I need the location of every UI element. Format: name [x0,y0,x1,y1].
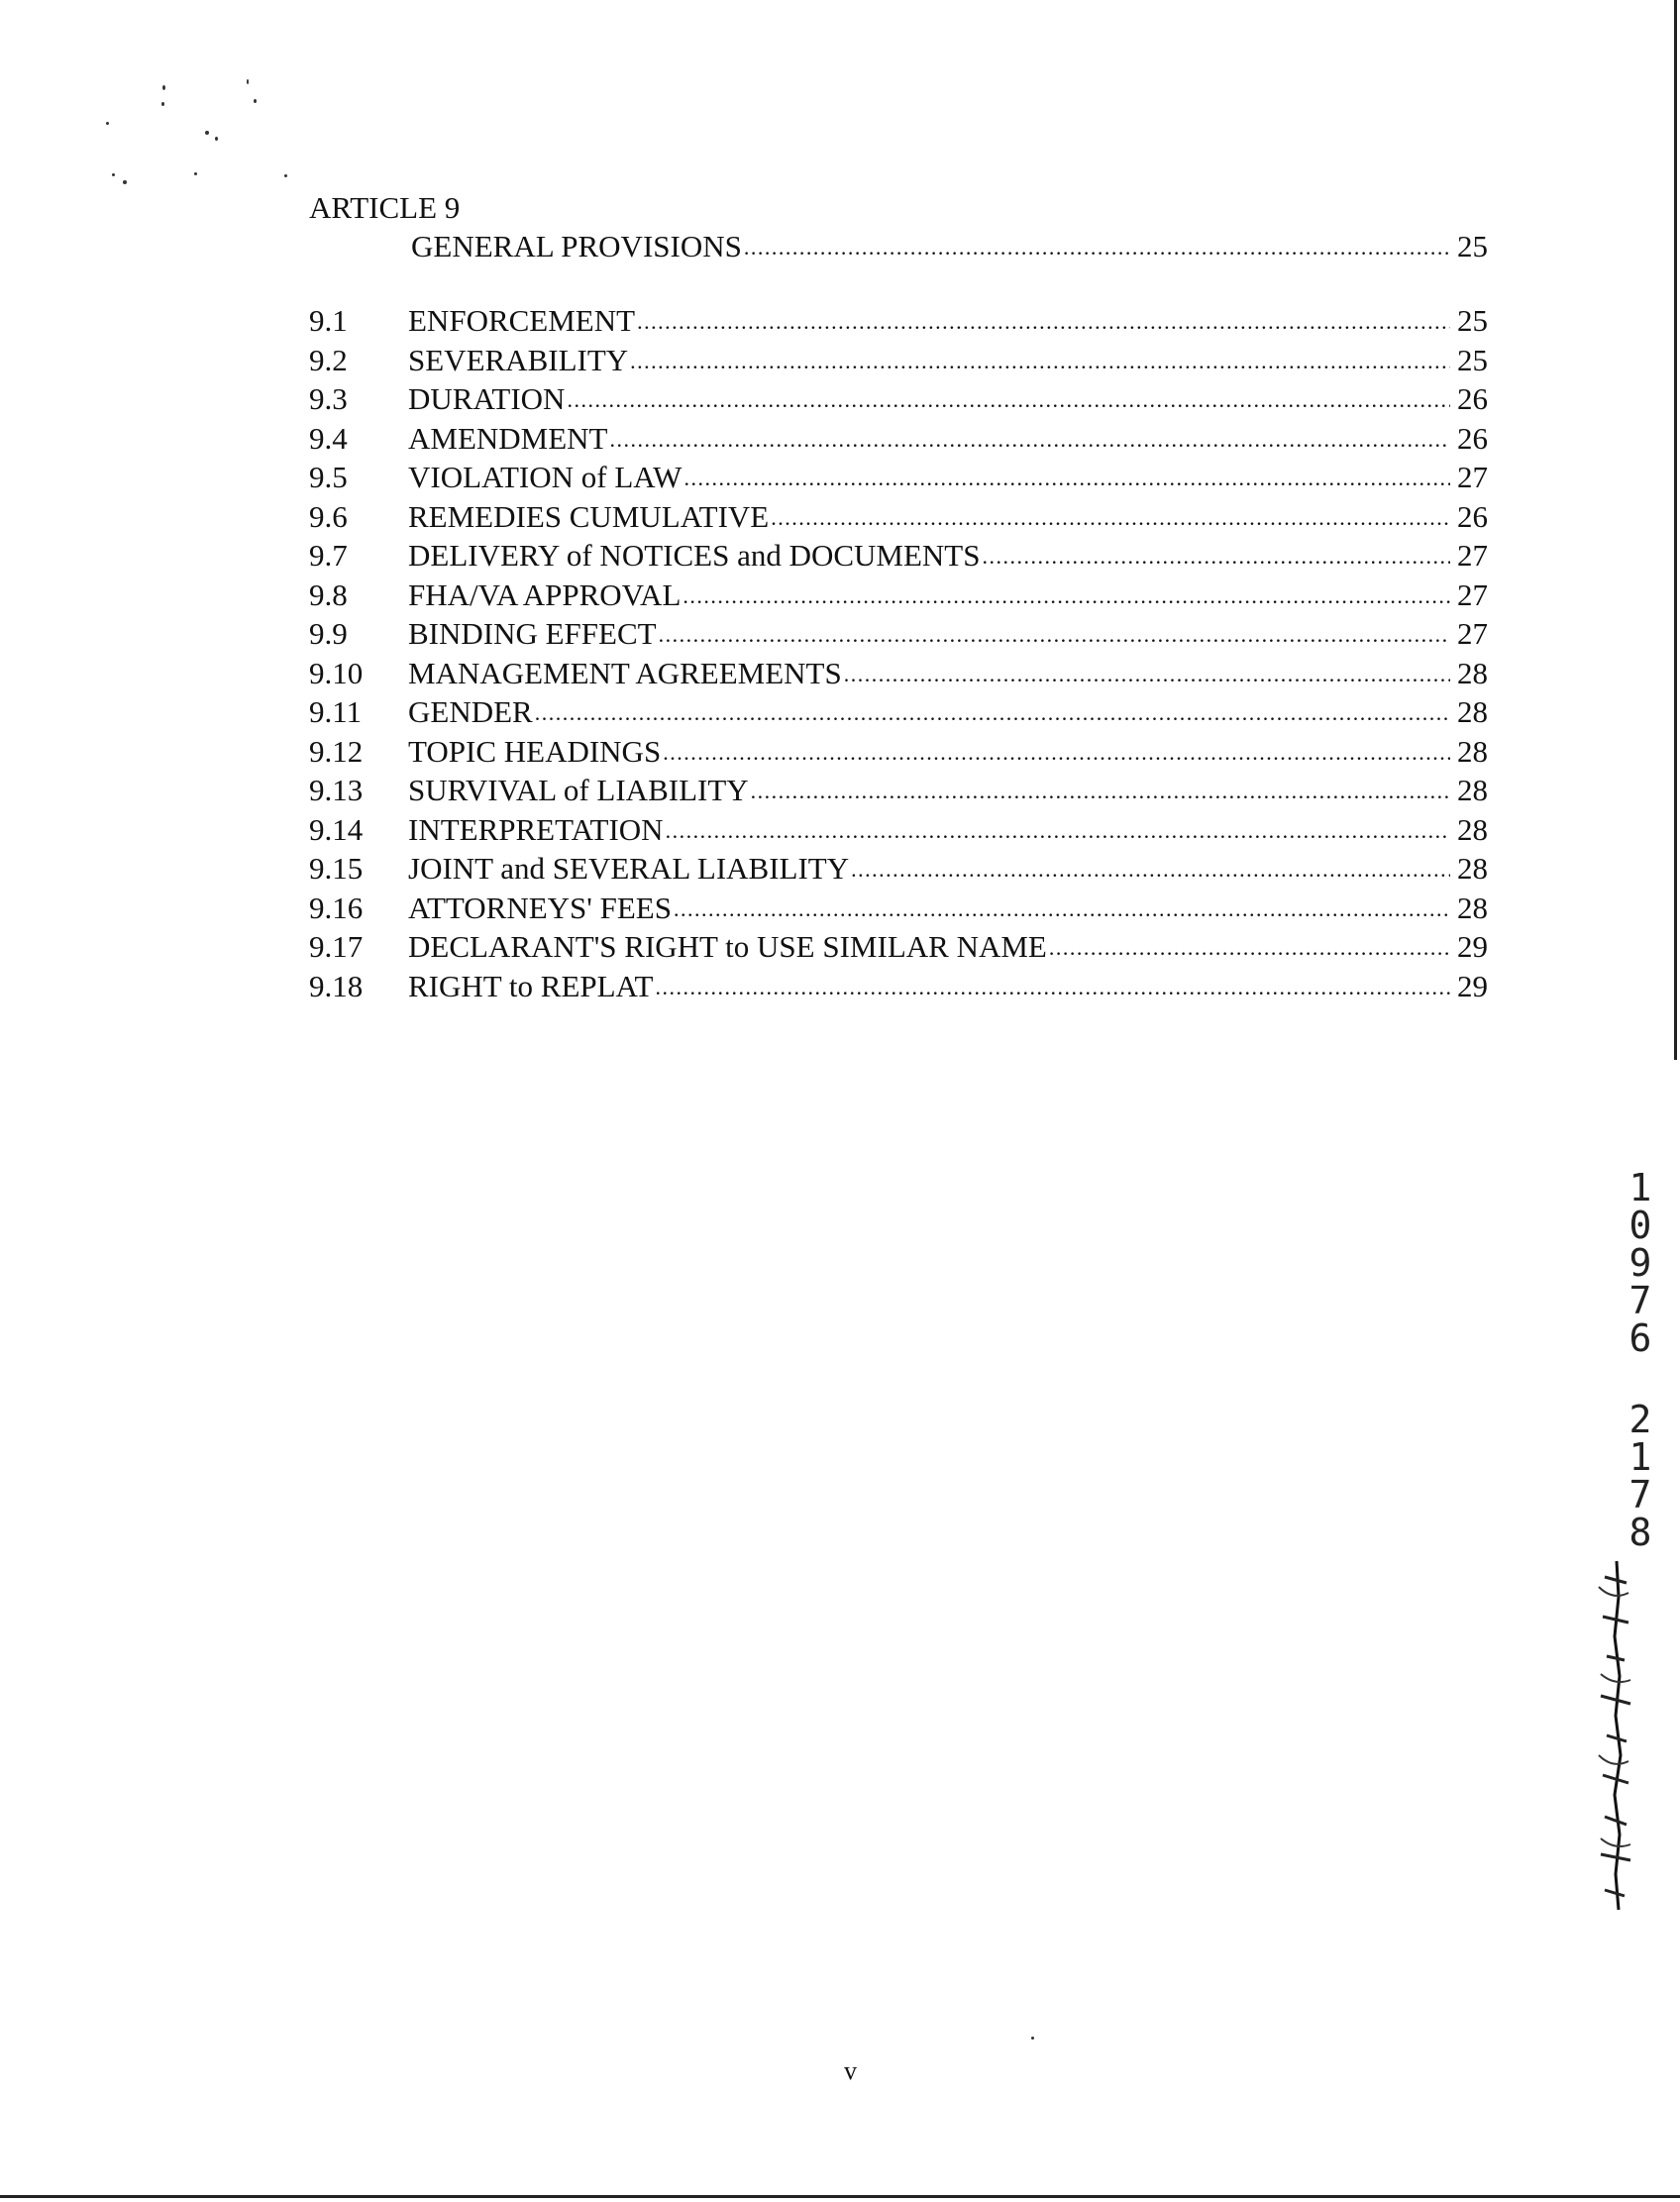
dot-leader [666,808,1450,851]
stamp-digit: 2 [1628,1398,1652,1441]
scan-speck [106,122,109,125]
section-title: DELIVERY of NOTICES and DOCUMENTS [408,538,981,573]
section-number: 9.15 [309,851,364,886]
section-number: 9.16 [309,890,364,925]
toc-entry [309,576,1488,615]
section-number: 9.12 [309,733,364,769]
toc-entry [309,732,1488,772]
toc-entry [309,810,1488,850]
section-page-number: 27 [1457,460,1488,494]
dot-leader [851,847,1450,890]
section-title: TOPIC HEADINGS [408,733,662,769]
scan-speck [162,85,165,90]
section-title: JOINT and SEVERAL LIABILITY [408,851,850,886]
section-number: 9.6 [309,498,348,534]
recording-number [1623,1166,1658,1554]
dot-leader [535,690,1450,733]
section-number: 9.9 [309,616,348,651]
recording-stamp [1623,1166,1658,1554]
section-page-number: 28 [1457,655,1488,690]
toc-entry [309,301,1488,341]
section-title: DURATION [408,381,566,416]
scan-speck [161,102,164,106]
section-number: 9.13 [309,773,364,807]
scan-speck [123,180,127,184]
section-page-number: 26 [1457,498,1488,534]
dot-leader [683,456,1450,498]
dot-leader [844,652,1450,694]
scan-speck [194,172,197,175]
section-title: SEVERABILITY [408,342,629,377]
section-page-number: 27 [1457,538,1488,573]
dot-leader [1049,925,1450,968]
stamp-digit: 6 [1628,1316,1652,1360]
dot-leader [655,965,1450,1007]
section-title: ATTORNEYS' FEES [408,890,672,925]
toc-entry [309,967,1488,1006]
dot-leader [982,534,1450,577]
scan-speck [1031,2037,1034,2040]
article-page-number: 25 [1457,229,1488,263]
toc-entry [309,889,1488,928]
toc-entry [309,614,1488,654]
section-number: 9.1 [309,303,348,338]
dot-leader [682,574,1450,616]
article-title: GENERAL PROVISIONS [411,229,742,263]
section-page-number: 29 [1457,929,1488,964]
section-number: 9.18 [309,968,364,1003]
dot-leader [771,495,1450,538]
section-number: 9.14 [309,811,364,847]
dot-leader [744,225,1450,267]
section-title: SURVIVAL of LIABILITY [408,773,749,807]
section-page-number: 27 [1457,577,1488,612]
article-heading: ARTICLE 9 [309,190,461,225]
section-number: 9.8 [309,577,348,612]
section-page-number: 28 [1457,694,1488,729]
dot-leader [674,887,1450,929]
dot-leader [610,417,1451,460]
article-title-row [309,227,1488,265]
section-title: MANAGEMENT AGREEMENTS [408,655,842,690]
section-number: 9.7 [309,538,348,573]
scan-speck [112,173,115,176]
section-page-number: 28 [1457,733,1488,769]
section-page-number: 28 [1457,773,1488,807]
stamp-digit: 0 [1628,1204,1652,1247]
toc-entry [309,692,1488,732]
toc-entry [309,379,1488,419]
section-number: 9.5 [309,460,348,494]
section-title: AMENDMENT [408,420,608,456]
dot-leader [630,339,1450,381]
table-of-contents [309,188,1488,1005]
section-title: REMEDIES CUMULATIVE [408,498,770,534]
page-edge-right [1674,0,1677,1060]
toc-entry [309,927,1488,967]
stamp-digit: 9 [1628,1241,1652,1285]
section-page-number: 28 [1457,811,1488,847]
toc-entry [309,419,1488,459]
section-number: 9.4 [309,420,348,456]
scan-speck [205,131,209,135]
stamp-digit: 1 [1628,1166,1652,1209]
dot-leader [637,299,1450,342]
section-title: RIGHT to REPLAT [408,968,654,1003]
section-page-number: 26 [1457,420,1488,456]
section-number: 9.3 [309,381,348,416]
section-title: VIOLATION of LAW [408,460,682,494]
section-page-number: 25 [1457,303,1488,338]
section-number: 9.11 [309,694,363,729]
toc-entry [309,458,1488,497]
section-page-number: 27 [1457,616,1488,651]
stamp-gap [1623,1357,1658,1401]
section-title: GENDER [408,694,533,729]
dot-leader [663,730,1450,773]
stamp-digit: 1 [1628,1435,1652,1479]
section-title: DECLARANT'S RIGHT to USE SIMILAR NAME [408,929,1047,964]
dot-leader [659,612,1450,655]
dot-leader [751,769,1450,811]
stamp-digit: 8 [1628,1511,1652,1554]
section-page-number: 28 [1457,851,1488,886]
dot-leader [567,377,1450,420]
toc-entry [309,849,1488,889]
stamp-digit: 7 [1628,1279,1652,1322]
section-title: FHA/VA APPROVAL [408,577,682,612]
section-number: 9.2 [309,342,348,377]
page-number: v [844,2056,857,2085]
section-page-number: 28 [1457,890,1488,925]
toc-entry [309,536,1488,576]
section-title: BINDING EFFECT [408,616,657,651]
section-number: 9.17 [309,929,364,964]
scan-speck [215,137,218,141]
section-title: INTERPRETATION [408,811,664,847]
toc-entry [309,341,1488,380]
signature-mark [1589,1557,1638,1914]
toc-entry [309,771,1488,810]
scan-speck [284,174,287,177]
section-title: ENFORCEMENT [408,303,636,338]
page-edge-bottom [0,2195,1680,2198]
section-page-number: 29 [1457,968,1488,1003]
toc-entry [309,654,1488,693]
toc-entry [309,497,1488,537]
section-number: 9.10 [309,655,364,690]
stamp-digit: 7 [1628,1473,1652,1517]
scan-speck [254,99,257,103]
scan-speck [247,79,249,84]
section-page-number: 26 [1457,381,1488,416]
section-page-number: 25 [1457,342,1488,377]
